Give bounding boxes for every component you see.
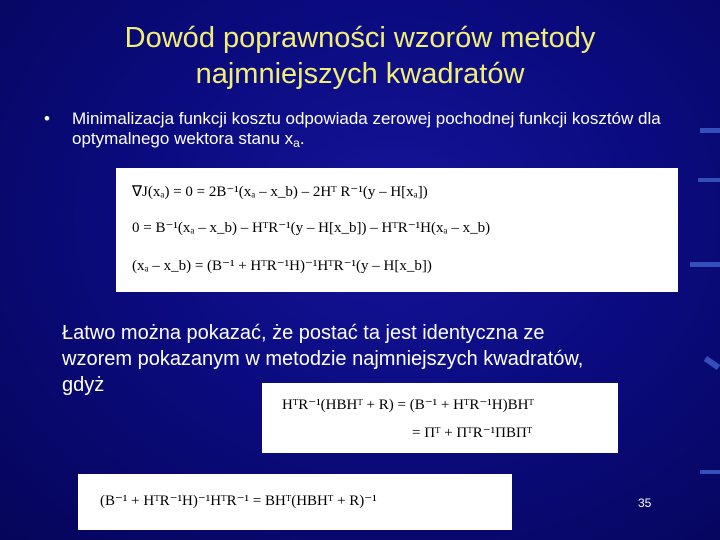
- decor-dash: [700, 470, 720, 474]
- equation-box-result: [78, 474, 512, 530]
- decor-dash: [704, 356, 720, 370]
- bullet-marker: •: [44, 109, 50, 128]
- decor-dash: [698, 178, 720, 182]
- slide-title: [60, 20, 660, 92]
- equation-line-2: = Πᵀ + ΠᵀR⁻¹ΠBΠᵀ: [412, 425, 533, 441]
- decor-dash: [690, 262, 720, 267]
- equation-line-3: (xₐ – x_b) = (B⁻¹ + HᵀR⁻¹H)⁻¹HᵀR⁻¹(y – H[x_b]): [132, 258, 432, 274]
- equation-line-2: 0 = B⁻¹(xₐ – x_b) – HᵀR⁻¹(y – H[x_b]) – HᵀR⁻¹H(xₐ – x_b): [132, 220, 491, 236]
- equation-line-1: ∇J(xₐ) = 0 = 2B⁻¹(xₐ – x_b) – 2Hᵀ R⁻¹(y – H[xₐ]): [132, 184, 428, 200]
- bullet-end: .: [299, 129, 305, 148]
- paragraph-line-3: gdyż: [62, 374, 105, 396]
- bullet-text: Minimalizacja funkcji kosztu odpowiada zerowej pochodnej funkcji kosztów dla optymalnego wektora stanu x: [72, 109, 661, 148]
- title-line-2: najmniejszych kwadratów: [195, 58, 525, 90]
- title-line-1: Dowód poprawności wzorów metody: [124, 22, 596, 54]
- page-number: 35: [638, 496, 652, 510]
- bullet-text-block: [72, 109, 682, 150]
- equation-box-identity: [262, 383, 618, 453]
- equation-box-gradient: [116, 168, 678, 292]
- bullet-subscript: a: [293, 136, 300, 150]
- equation-line-1: HᵀR⁻¹(HBHᵀ + R) = (B⁻¹ + HᵀR⁻¹H)BHᵀ: [282, 397, 534, 413]
- paragraph-line-2: wzorem pokazanym w metodzie najmniejszych kwadratów,: [62, 348, 584, 370]
- equation-line-1: (B⁻¹ + HᵀR⁻¹H)⁻¹HᵀR⁻¹ = BHᵀ(HBHᵀ + R)⁻¹: [100, 493, 377, 509]
- paragraph-line-1: Łatwo można pokazać, że postać ta jest identyczna ze: [62, 322, 545, 344]
- decor-dash: [700, 128, 720, 133]
